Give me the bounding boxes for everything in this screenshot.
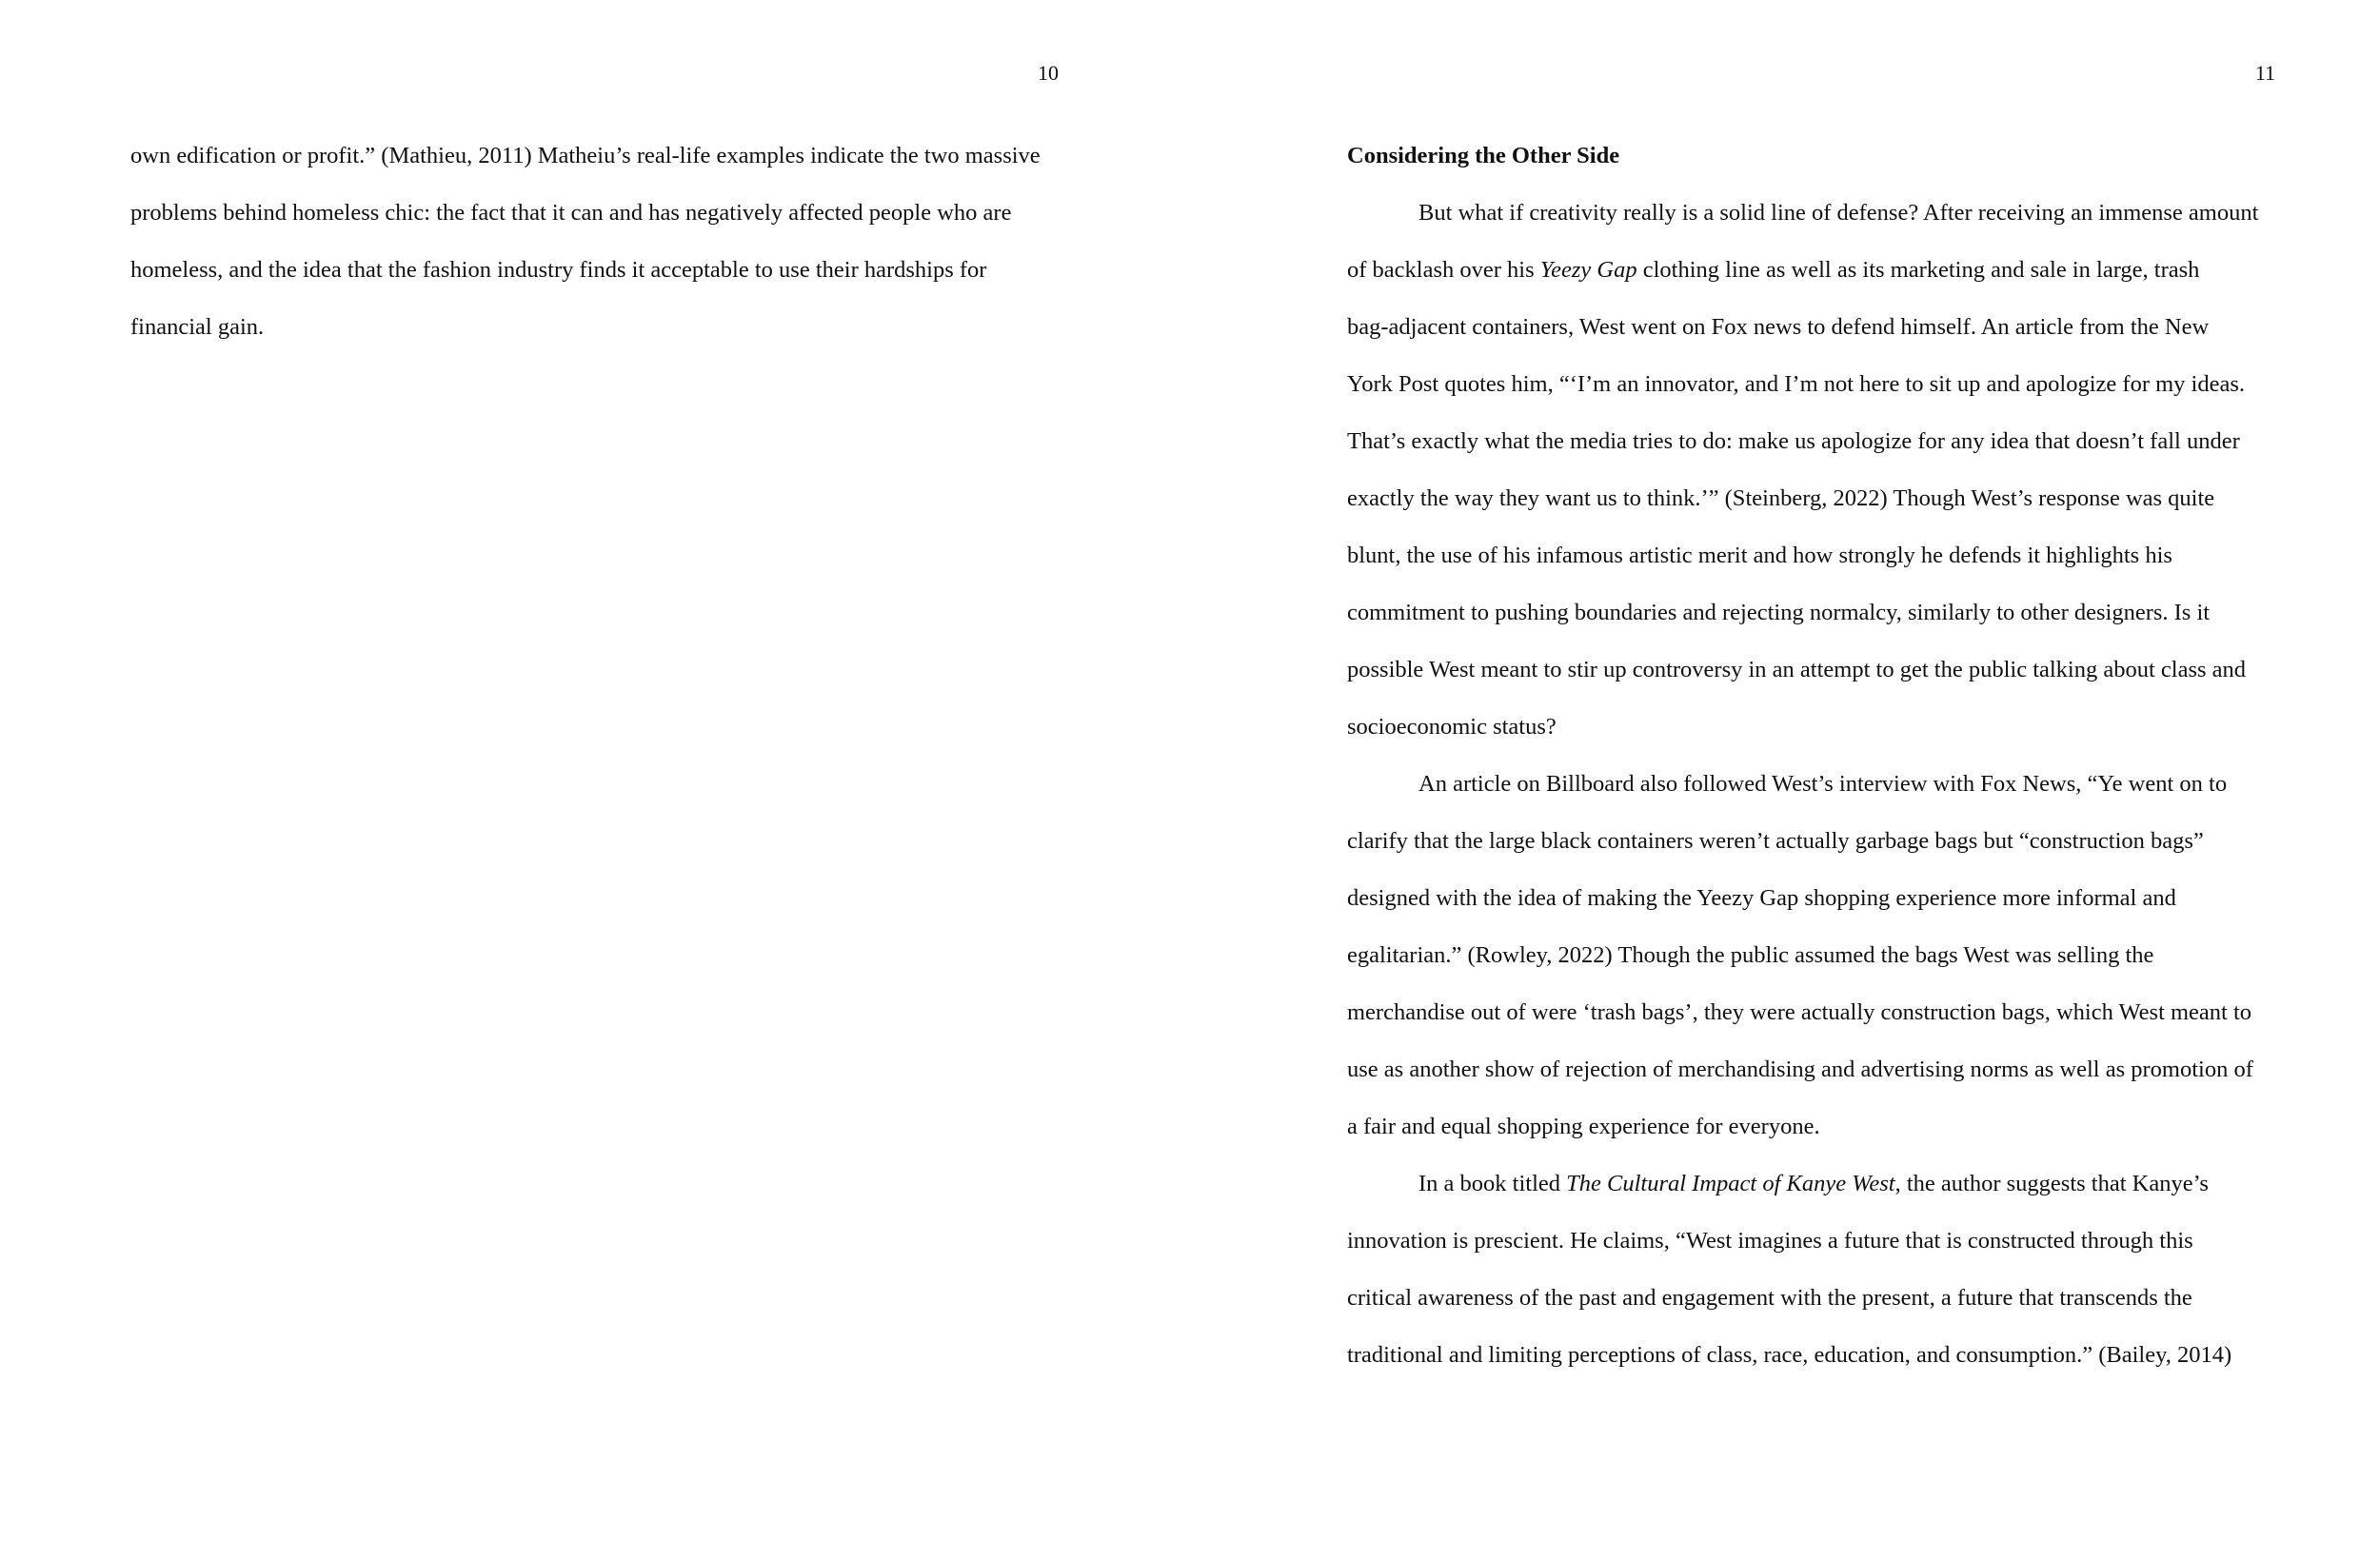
text-segment: own edification or profit.” (Mathieu, 2011) Matheiu’s real-life examples indicate the two massive: [130, 143, 1041, 168]
text-line: [1347, 1213, 2280, 1270]
text-segment: bag-adjacent containers, West went on Fox news to defend himself. An article from the New: [1347, 314, 2210, 340]
text-line: [1347, 299, 2280, 356]
text-segment: of backlash over his: [1347, 257, 1540, 283]
paragraph-first-line: [1347, 1156, 2280, 1213]
text-line: [1347, 699, 2280, 756]
text-segment: blunt, the use of his infamous artistic merit and how strongly he defends it highlights his: [1347, 543, 2172, 568]
text-line: [1347, 870, 2280, 927]
text-segment: a fair and equal shopping experience for everyone.: [1347, 1114, 1820, 1139]
document-page-right: [1190, 0, 2380, 1541]
text-segment: egalitarian.” (Rowley, 2022) Though the public assumed the bags West was selling the: [1347, 942, 2154, 968]
text-line: [1347, 470, 2280, 527]
text-line: [1347, 413, 2280, 470]
page-body-text: [130, 128, 1063, 356]
text-line: [1347, 642, 2280, 699]
text-line: [130, 299, 1063, 356]
paragraph-first-line: [1347, 756, 2280, 813]
text-segment: use as another show of rejection of merchandising and advertising norms as well as promotion of: [1347, 1057, 2253, 1082]
page-number: 11: [2254, 61, 2275, 85]
text-segment: homeless, and the idea that the fashion industry finds it acceptable to use their hardships for: [130, 257, 987, 283]
text-line: [1347, 813, 2280, 870]
text-segment: An article on Billboard also followed West’s interview with Fox News, “Ye went on to: [1418, 771, 2228, 797]
page-body-text: [1347, 128, 2280, 1384]
text-segment: designed with the idea of making the Yeezy Gap shopping experience more informal and: [1347, 885, 2176, 911]
text-line: [1347, 242, 2280, 299]
text-segment: critical awareness of the past and engagement with the present, a future that transcends the: [1347, 1285, 2192, 1311]
text-line: [130, 242, 1063, 299]
text-segment: possible West meant to stir up controversy in an attempt to get the public talking about class and: [1347, 657, 2247, 682]
italic-title-text: Yeezy Gap: [1539, 257, 1637, 283]
text-line: [1347, 584, 2280, 642]
text-line: [1347, 1098, 2280, 1156]
text-segment: That’s exactly what the media tries to do: make us apologize for any idea that doesn’t fall under: [1347, 428, 2240, 454]
text-segment: York Post quotes him, “‘I’m an innovator, and I’m not here to sit up and apologize for my ideas.: [1347, 371, 2246, 397]
text-segment: exactly the way they want us to think.’” (Steinberg, 2022) Though West’s response was quite: [1347, 485, 2215, 511]
text-segment: financial gain.: [130, 314, 265, 340]
page-number: 10: [1038, 61, 1059, 85]
paragraph-first-line: [1347, 185, 2280, 242]
italic-title-text: The Cultural Impact of Kanye West: [1566, 1171, 1895, 1196]
text-line: [1347, 1327, 2280, 1384]
text-line: [1347, 356, 2280, 413]
text-segment: problems behind homeless chic: the fact that it can and has negatively affected people who are: [130, 200, 1012, 226]
text-line: [130, 185, 1063, 242]
text-line: [1347, 1270, 2280, 1327]
text-segment: In a book titled: [1418, 1171, 1567, 1196]
text-segment: But what if creativity really is a solid line of defense? After receiving an immense amount: [1418, 200, 2259, 226]
text-line: [1347, 984, 2280, 1041]
text-segment: traditional and limiting perceptions of class, race, education, and consumption.” (Bailey, 2014): [1347, 1342, 2232, 1368]
text-segment: socioeconomic status?: [1347, 714, 1557, 740]
text-segment: innovation is prescient. He claims, “West imagines a future that is constructed through this: [1347, 1228, 2193, 1254]
text-line: [1347, 1041, 2280, 1098]
text-line: [130, 128, 1063, 185]
text-segment: , the author suggests that Kanye’s: [1894, 1171, 2209, 1196]
section-heading: Considering the Other Side: [1347, 143, 1620, 168]
text-line: [1347, 527, 2280, 584]
text-segment: clarify that the large black containers weren’t actually garbage bags but “construction bags”: [1347, 828, 2204, 854]
text-line: [1347, 927, 2280, 984]
text-segment: merchandise out of were ‘trash bags’, they were actually construction bags, which West meant to: [1347, 999, 2252, 1025]
text-segment: clothing line as well as its marketing and sale in large, trash: [1636, 257, 2200, 283]
text-segment: commitment to pushing boundaries and rejecting normalcy, similarly to other designers. Is it: [1347, 600, 2211, 625]
